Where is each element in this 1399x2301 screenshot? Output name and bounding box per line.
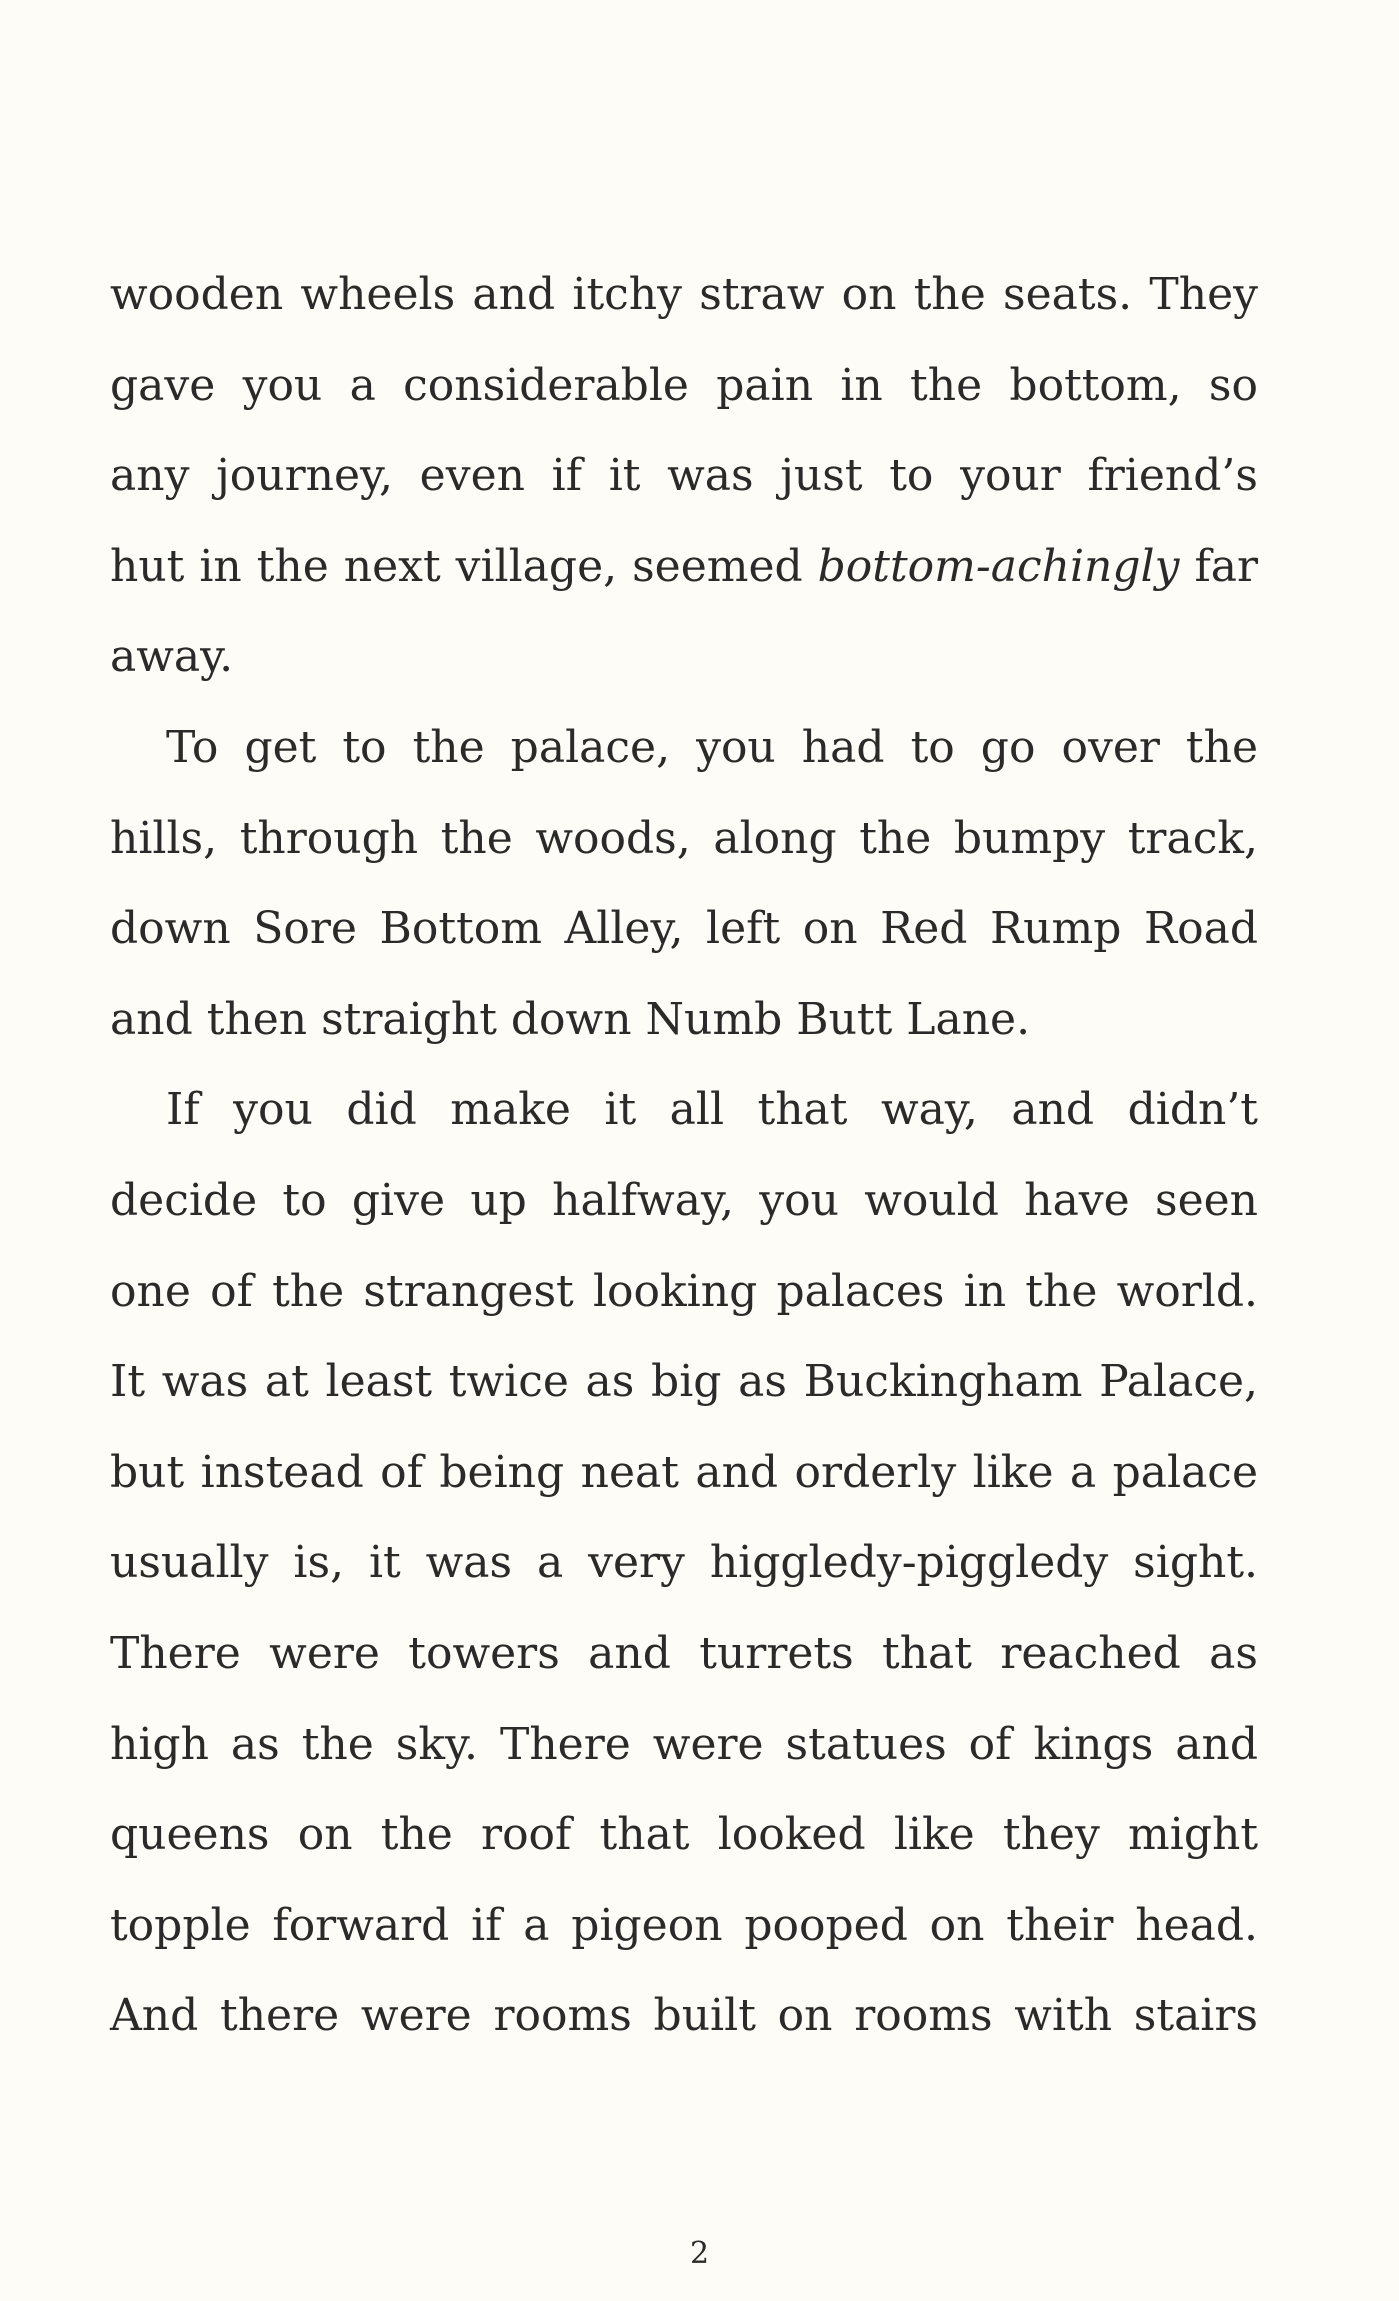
text-line: hills, through the woods, along the bumpy track, xyxy=(110,812,1258,864)
text-line: And there were rooms built on rooms with stairs xyxy=(110,1990,1258,2042)
text-line: It was at least twice as big as Buckingham Palace, xyxy=(110,1356,1258,1408)
paragraph-first-line: If you did make it all that way, and didn’t xyxy=(166,1084,1258,1136)
text-line: gave you a considerable pain in the bottom, so xyxy=(110,359,1258,411)
italic-emphasis: bottom-achingly xyxy=(817,540,1180,592)
text-line: any journey, even if it was just to your friend’s xyxy=(110,450,1258,502)
text-line: topple forward if a pigeon pooped on their head. xyxy=(110,1899,1258,1951)
text-fragment: far xyxy=(1179,540,1258,592)
text-line xyxy=(110,522,1258,613)
text-line: queens on the roof that looked like they might xyxy=(110,1809,1258,1861)
text-line: high as the sky. There were statues of kings and xyxy=(110,1718,1258,1770)
text-line: down Sore Bottom Alley, left on Red Rump Road xyxy=(110,903,1258,955)
text-line: usually is, it was a very higgledy-piggledy sight. xyxy=(110,1537,1258,1589)
page-number: 2 xyxy=(689,2236,710,2271)
text-line: and then straight down Numb Butt Lane. xyxy=(110,993,1031,1045)
body-text xyxy=(110,250,1258,2062)
text-line: decide to give up halfway, you would have seen xyxy=(110,1174,1258,1226)
text-line: but instead of being neat and orderly like a palace xyxy=(110,1446,1258,1498)
text-line: one of the strangest looking palaces in the world. xyxy=(110,1265,1258,1317)
text-line: There were towers and turrets that reached as xyxy=(110,1627,1258,1679)
text-fragment: hut in the next village, seemed xyxy=(110,540,818,592)
text-line: wooden wheels and itchy straw on the seats. They xyxy=(110,269,1258,320)
paragraph-first-line: To get to the palace, you had to go over the xyxy=(166,721,1258,773)
text-line: away. xyxy=(110,631,234,683)
